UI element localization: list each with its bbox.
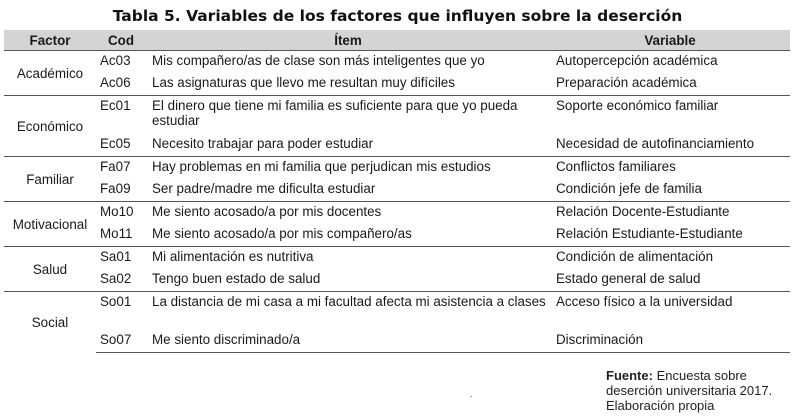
table-row (4, 247, 790, 270)
item-cell: Necesito trabajar para poder estudiar (152, 136, 374, 151)
table-row (4, 134, 790, 157)
cod-cell: Ec01 (96, 96, 146, 135)
item-cell: Me siento discriminado/a (146, 330, 550, 353)
cod-cell: Fa07 (96, 157, 146, 180)
cod-cell: Sa02 (100, 271, 132, 286)
cod-cell: Ac06 (100, 75, 131, 90)
source-line-2: deserción universitaria 2017. (606, 383, 773, 398)
header-factor: Factor (4, 30, 96, 51)
table-row (4, 179, 790, 202)
factor-salud: Salud (4, 247, 96, 292)
source-line-3: Elaboración propia (606, 398, 715, 413)
item-cell: El dinero que tiene mi familia es suficiente para que yo pueda estudiar (146, 96, 550, 135)
table-row (4, 269, 790, 292)
factors-table (4, 30, 790, 353)
item-cell: La distancia de mi casa a mi facultad afecta mi asistencia a clases (146, 292, 550, 331)
variable-cell: Conflictos familiares (550, 157, 790, 180)
cod-cell: Fa09 (100, 181, 131, 196)
header-item: Ítem (146, 30, 550, 51)
cod-cell: Sa01 (96, 247, 146, 270)
variable-cell: Acceso físico a la universidad (550, 292, 790, 331)
stray-dot: . (470, 389, 473, 399)
item-cell: Ser padre/madre me dificulta estudiar (152, 181, 376, 196)
source-line-1 (606, 368, 772, 383)
variable-cell: Necesidad de autofinanciamiento (556, 136, 755, 151)
variable-cell: Relación Docente-Estudiante (550, 202, 790, 225)
table-row (4, 73, 790, 96)
item-cell: Tengo buen estado de salud (152, 271, 321, 286)
table-row (4, 51, 790, 74)
variable-cell: Relación Estudiante-Estudiante (556, 226, 743, 241)
factor-academico: Académico (4, 51, 96, 96)
cod-cell: Ec05 (100, 136, 131, 151)
variable-cell: Condición jefe de familia (556, 181, 702, 196)
item-cell: Hay problemas en mi familia que perjudican mis estudios (146, 157, 550, 180)
header-variable: Variable (550, 30, 790, 51)
cod-cell: Mo10 (96, 202, 146, 225)
cod-cell: So07 (96, 330, 146, 353)
item-cell: Mis compañero/as de clase son más inteligentes que yo (146, 51, 550, 74)
cod-cell: Ac03 (96, 51, 146, 74)
source-text-1: Encuesta sobre (656, 368, 747, 383)
table-row (4, 292, 790, 331)
header-cod: Cod (96, 30, 146, 51)
header-row (4, 30, 790, 51)
variable-cell: Preparación académica (556, 75, 697, 90)
variable-cell: Estado general de salud (556, 271, 701, 286)
factor-motivacional: Motivacional (4, 202, 96, 247)
table-row (4, 96, 790, 135)
factor-social: Social (4, 292, 96, 353)
variable-cell: Autopercepción académica (550, 51, 790, 74)
source-label: Fuente: (606, 368, 653, 383)
table-row (4, 330, 790, 353)
variable-cell: Soporte económico familiar (550, 96, 790, 135)
item-cell: Me siento acosado/a por mis docentes (146, 202, 550, 225)
table-row (4, 157, 790, 180)
table-row (4, 202, 790, 225)
factor-familiar: Familiar (4, 157, 96, 202)
table-title: Tabla 5. Variables de los factores que influyen sobre la deserción (112, 7, 683, 25)
item-cell: Me siento acosado/a por mis compañero/as (152, 226, 412, 241)
source-note (606, 368, 772, 413)
factor-economico: Económico (4, 96, 96, 157)
table-row (4, 224, 790, 247)
cod-cell: Mo11 (100, 226, 133, 241)
variable-cell: Condición de alimentación (550, 247, 790, 270)
variable-cell: Discriminación (550, 330, 790, 353)
cod-cell: So01 (96, 292, 146, 331)
item-cell: Mi alimentación es nutritiva (146, 247, 550, 270)
item-cell: Las asignaturas que llevo me resultan muy difíciles (152, 75, 455, 90)
